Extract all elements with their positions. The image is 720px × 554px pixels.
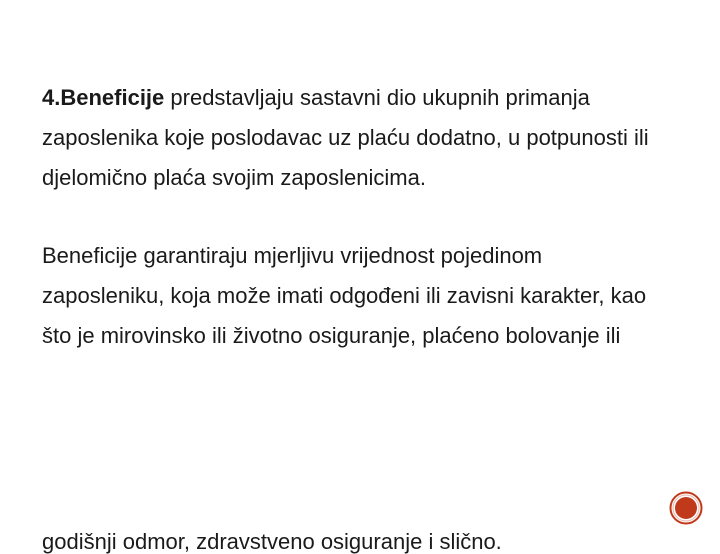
paragraph-2 [42, 126, 672, 150]
paragraph-3-text: djelomično plaća svojim zaposlenicima. [42, 165, 426, 190]
slide-body [42, 86, 672, 348]
paragraph-3 [42, 166, 672, 190]
slide-nav-button[interactable] [669, 491, 703, 525]
paragraph-6 [42, 324, 672, 348]
paragraph-1-text: predstavljaju sastavni dio ukupnih primanja [164, 85, 590, 110]
paragraph-5 [42, 284, 672, 308]
paragraph-6-text: što je mirovinsko ili životno osiguranje, plaćeno bolovanje ili [42, 323, 621, 348]
paragraph-5-text: zaposleniku, koja može imati odgođeni ili zavisni karakter, kao [42, 283, 647, 308]
circle-button-icon [669, 491, 703, 525]
paragraph-7-cut-off: godišnji odmor, zdravstveno osiguranje i slično. [42, 529, 502, 554]
paragraph-1 [42, 86, 672, 110]
paragraph-1-lead: 4.Beneficije [42, 85, 165, 110]
paragraph-2-text: zaposlenika koje poslodavac uz plaću dodatno, u potpunosti ili [42, 125, 649, 150]
paragraph-4 [42, 244, 672, 268]
paragraph-4-text: Beneficije garantiraju mjerljivu vrijednost pojedinom [42, 243, 543, 268]
